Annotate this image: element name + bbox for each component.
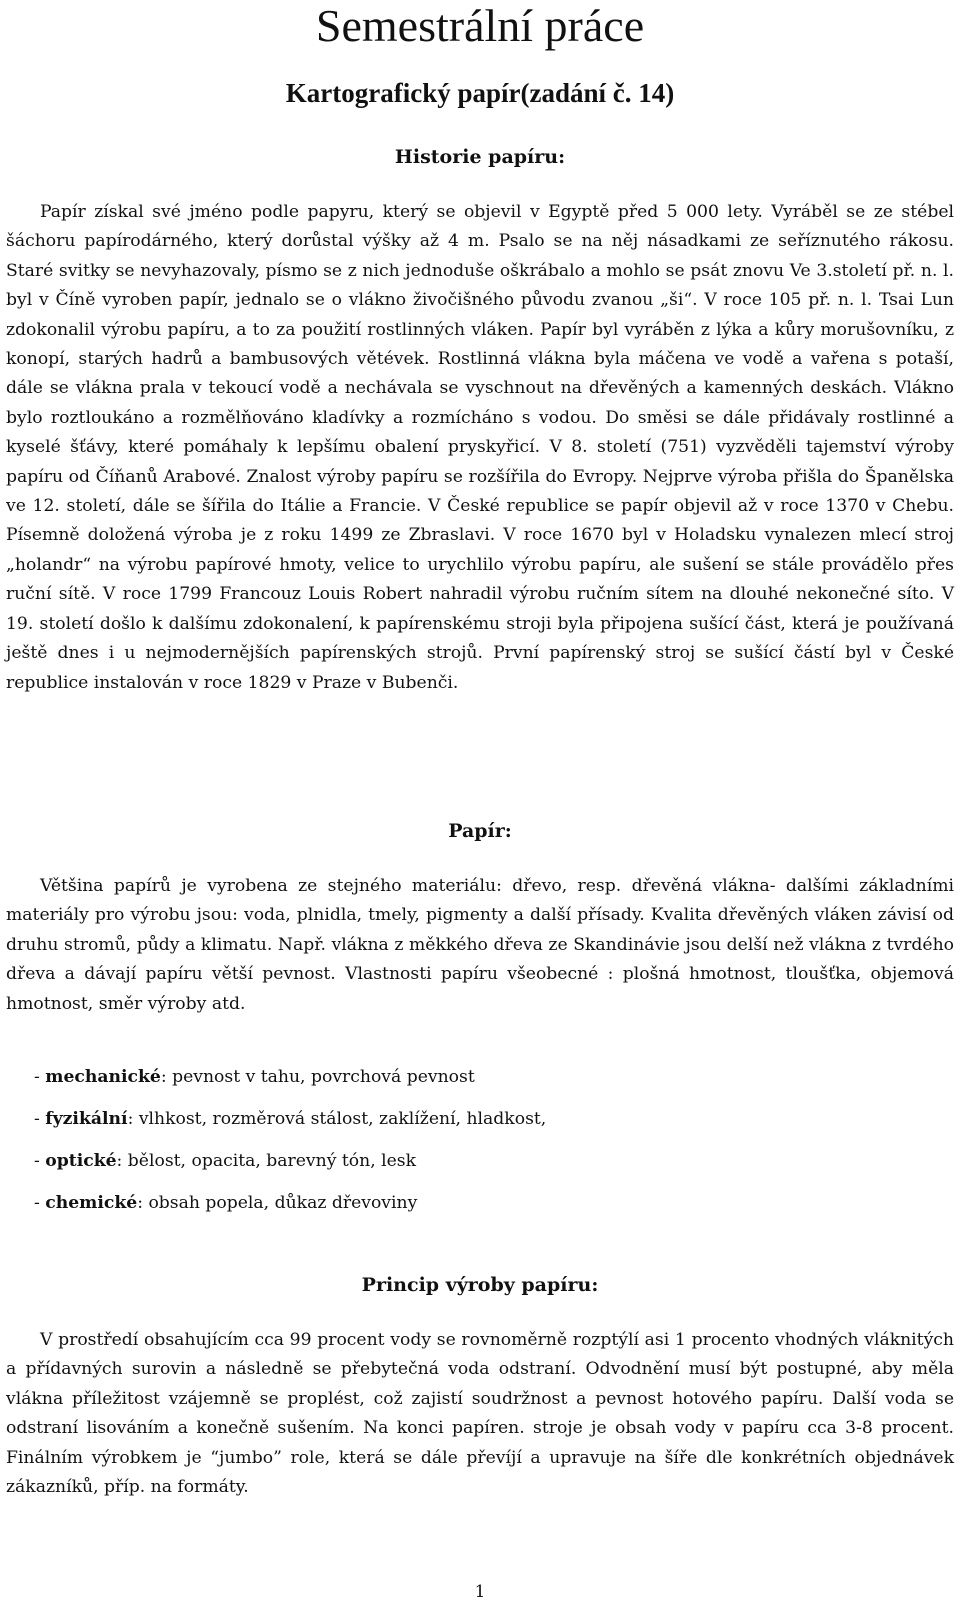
list-dash: -: [34, 1193, 40, 1213]
heading-papir: Papír:: [448, 820, 512, 842]
list-item: [34, 1150, 934, 1192]
paragraph-historie: Papír získal své jméno podle papyru, který se objevil v Egyptě před 5 000 lety. Vyráběl se ze stébel šáchoru papírodárného, který dorůstal výšky až 4 m. Psalo se na něj násadkami ze seříznutého rákosu. Staré svitky se nevyhazovaly, písmo se z nich jednoduše oškrábalo a mohlo se psát znovu Ve 3.století př. n. l. byl v Číně vyroben papír, jednalo se o vlákno živočišného původu zvanou „ši“. V roce 105 př. n. l. Tsai Lun zdokonalil výrobu papíru, a to za použití rostlinných vláken. Papír byl vyráběn z lýka a kůry morušovníku, z konopí, starých hadrů a bambusových větévek. Rostlinná vlákna byla máčena ve vodě a vařena s potaší, dále se vlákna prala v tekoucí vodě a nechávala se vyschnout na dřevěných a kamenných deskách. Vlákno bylo roztloukáno a rozmělňováno kladívky a rozmícháno s vodou. Do směsi se dále přidávaly rostlinné a kyselé šťávy, které pomáhaly k lepšímu obalení pryskyřicí. V 8. století (751) vyzvěděli tajemství výroby papíru od Číňanů Arabové. Znalost výroby papíru se rozšířila do Evropy. Nejprve výroba přišla do Španělska ve 12. století, dále se šířila do Itálie a Francie. V České republice se papír objevil až v roce 1370 v Chebu. Písemně doložená výroba je z roku 1499 ze Zbraslavi. V roce 1670 byl v Holadsku vynalezen mlecí stroj „holandr“ na výrobu papírové hmoty, velice to urychlilo výrobu papíru, ale sušení se stále provádělo přes ruční sítě. V roce 1799 Francouz Louis Robert nahradil výrobu ručním sítem na dlouhé nekonečné síto. V 19. století došlo k dalšímu zdokonalení, k papírenskému stroji byla připojena sušící část, která je používaná ještě dnes i u nejmodernějších papírenských strojů. První papírenský stroj se sušící částí byl v České republice instalován v roce 1829 v Praze v Bubenči.: [6, 202, 954, 693]
list-item: [34, 1192, 934, 1234]
property-desc: : bělost, opacita, barevný tón, lesk: [116, 1151, 417, 1171]
document-subtitle: Kartografický papír(zadání č. 14): [285, 78, 675, 108]
paragraph-princip: V prostředí obsahujícím cca 99 procent vody se rovnoměrně rozptýlí asi 1 procento vhodných vláknitých a přídavných surovin a následně se přebytečná voda odstraní. Odvodnění musí být postupné, aby měla vlákna příležitost vzájemně se proplést, což zajistí soudržnost a pevnost hotového papíru. Další voda se odstraní lisováním a konečně sušením. Na konci papíren. stroje je obsah vody v papíru cca 3-8 procent. Finálním výrobkem je “jumbo” role, která se dále převíjí a upravuje na šíře dle konkrétních objednávek zákazníků, příp. na formáty.: [6, 1330, 954, 1498]
list-dash: -: [34, 1151, 40, 1171]
list-dash: -: [34, 1109, 40, 1129]
property-desc: : vlhkost, rozměrová stálost, zaklížení, hladkost,: [127, 1109, 547, 1129]
property-term: fyzikální: [45, 1109, 128, 1129]
property-term: optické: [45, 1151, 117, 1171]
page-number: 1: [474, 1582, 486, 1602]
property-term: mechanické: [45, 1067, 161, 1087]
heading-historie: Historie papíru:: [394, 146, 566, 168]
heading-princip: Princip výroby papíru:: [361, 1274, 599, 1296]
document-title: Semestrální práce: [315, 0, 645, 51]
property-term: chemické: [45, 1193, 138, 1213]
paragraph-papir: Většina papírů je vyrobena ze stejného materiálu: dřevo, resp. dřevěná vlákna- dalšími základními materiály pro výrobu jsou: voda, plnidla, tmely, pigmenty a další přísady. Kvalita dřevěných vláken závisí od druhu stromů, půdy a klimatu. Např. vlákna z měkkého dřeva ze Skandinávie jsou delší než vlákna z tvrdého dřeva a dávají papíru větší pevnost. Vlastnosti papíru všeobecné : plošná hmotnost, tloušťka, objemová hmotnost, směr výroby atd.: [6, 876, 954, 1014]
property-desc: : pevnost v tahu, povrchová pevnost: [160, 1067, 475, 1087]
property-desc: : obsah popela, důkaz dřevoviny: [137, 1193, 418, 1213]
list-dash: -: [34, 1067, 40, 1087]
list-item: [34, 1108, 934, 1150]
list-item: [34, 1066, 934, 1108]
properties-list: [34, 1066, 934, 1234]
